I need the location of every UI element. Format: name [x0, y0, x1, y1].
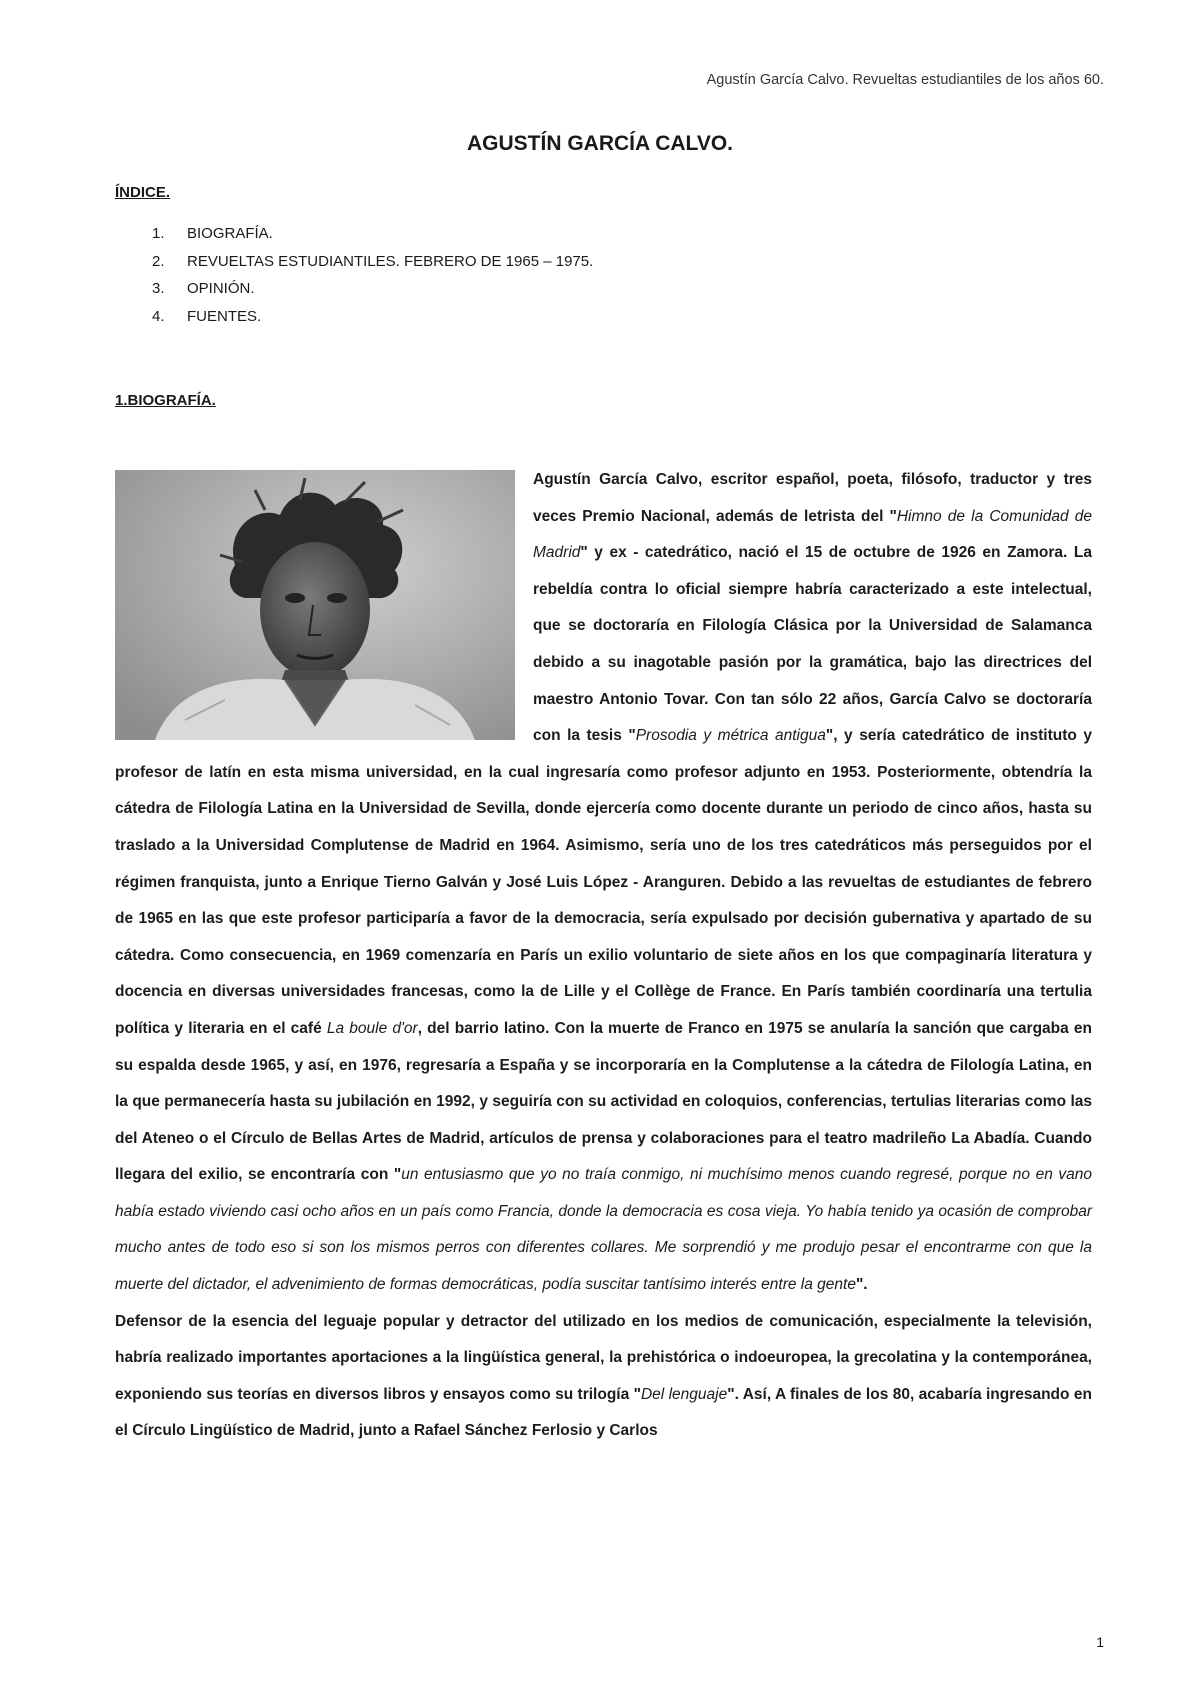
italic-title: Himno de la Comunidad de Madrid [533, 507, 1092, 562]
index-heading: ÍNDICE. [115, 184, 171, 201]
document-title: AGUSTÍN GARCÍA CALVO. [467, 132, 733, 155]
toc-item [152, 253, 593, 281]
toc-item-label: OPINIÓN. [187, 280, 255, 297]
text-run: ". Así, A finales de los 80, acabaría ingresando en el Círculo Lingüístico de Madrid, junto a Rafael Sánchez Ferlosio y Carlos [115, 1385, 1092, 1440]
text-run: ", y sería catedrático de instituto y profesor de latín en esta misma universidad, en la cual ingresaría como profesor adjunto en 1953. Posteriormente, obtendría la cátedra de Filología Latina en la Universidad de Sevilla, donde ejercería como docente durante un periodo de cinco años, hasta su traslado a la Universidad Complutense de Madrid en 1964. Asimismo, sería uno de los tres catedráticos más perseguidos por el régimen franquista, junto a Enrique Tierno Galván y José Luis López - Aranguren. Debido a las revueltas de estudiantes de febrero de 1965 en las que este profesor participaría a favor de la democracia, sería expulsado por decisión gubernativa y apartado de su cátedra. Como consecuencia, en 1969 comenzaría en París un exilio voluntario de siete años en los que compaginaría literatura y docencia en diversas universidades francesas, como la de Lille y el Collège de France. En París también coordinaría una tertulia política y literaria en el café [115, 727, 1092, 1037]
toc-item-label: FUENTES. [187, 307, 262, 325]
toc-item [152, 225, 593, 253]
text-run: ". [855, 1276, 868, 1294]
toc-item-label: REVUELTAS ESTUDIANTILES. FEBRERO DE 1965 – 1975. [187, 252, 594, 270]
toc-item-number: 4. [152, 307, 165, 325]
text-run: " y ex - catedrático, nació el 15 de octubre de 1926 en Zamora. La rebeldía contra lo oficial siempre habría caracterizado a este intelectual, que se doctoraría en Filología Clásica por la Universidad de Salamanca debido a su inagotable pasión por la gramática, bajo las directrices del maestro Antonio Tovar. Con tan sólo 22 años, García Calvo se doctoraría con la tesis " [533, 544, 1092, 745]
table-of-contents [152, 225, 593, 335]
toc-item-number: 1. [152, 225, 165, 242]
italic-title: Prosodia y métrica antigua [635, 727, 826, 745]
biography-paragraph-2 [115, 1304, 1092, 1450]
toc-item-label: BIOGRAFÍA. [187, 225, 273, 242]
running-header: Agustín García Calvo. Revueltas estudiantiles de los años 60. [706, 72, 1104, 88]
toc-item-number: 3. [152, 280, 165, 297]
portrait-photo [115, 470, 515, 740]
toc-item-number: 2. [152, 252, 165, 270]
section-heading-biografia: 1.BIOGRAFÍA. [115, 392, 216, 409]
italic-quote: un entusiasmo que yo no traía conmigo, ni muchísimo menos cuando regresé, porque no en vano había estado viviendo casi ocho años en un país como Francia, donde la democracia es cosa vieja. Yo había tenido ya ocasión de comprobar mucho antes de todo eso si son los mismos perros con diferentes collares. Me sorprendió y me produjo pesar el encontrarme con que la muerte del dictador, el advenimiento de formas democráticas, podía suscitar tantísimo interés entre la gente [115, 1166, 1092, 1294]
portrait-illustration [115, 470, 515, 740]
toc-item [152, 280, 593, 308]
text-run: , del barrio latino. Con la muerte de Franco en 1975 se anularía la sanción que cargaba en su espalda desde 1965, y así, en 1976, regresaría a España y se incorporaría en la Complutense a la cátedra de Filología Latina, en la que permanecería hasta su jubilación en 1992, y seguiría con su actividad en coloquios, conferencias, tertulias literarias como las del Ateneo o el Círculo de Bellas Artes de Madrid, artículos de prensa y colaboraciones para el teatro madrileño La Abadía. Cuando llegara del exilio, se encontraría con " [115, 1019, 1093, 1184]
text-run: Defensor de la esencia del leguaje popular y detractor del utilizado en los medios de comunicación, especialmente la televisión, habría realizado importantes aportaciones a la lingüística general, la prehistórica o indoeuropea, la grecolatina y la contemporánea, exponiendo sus teorías en diversos libros y ensayos como su trilogía " [115, 1312, 1092, 1403]
toc-item [152, 308, 593, 336]
page-number: 1 [1096, 1634, 1104, 1650]
italic-title: Del lenguaje [640, 1385, 728, 1403]
italic-title: La boule d'or [326, 1019, 418, 1037]
text-run: Agustín García Calvo, escritor español, poeta, filósofo, traductor y tres veces Premio Nacional, además de letrista del " [533, 471, 1092, 525]
